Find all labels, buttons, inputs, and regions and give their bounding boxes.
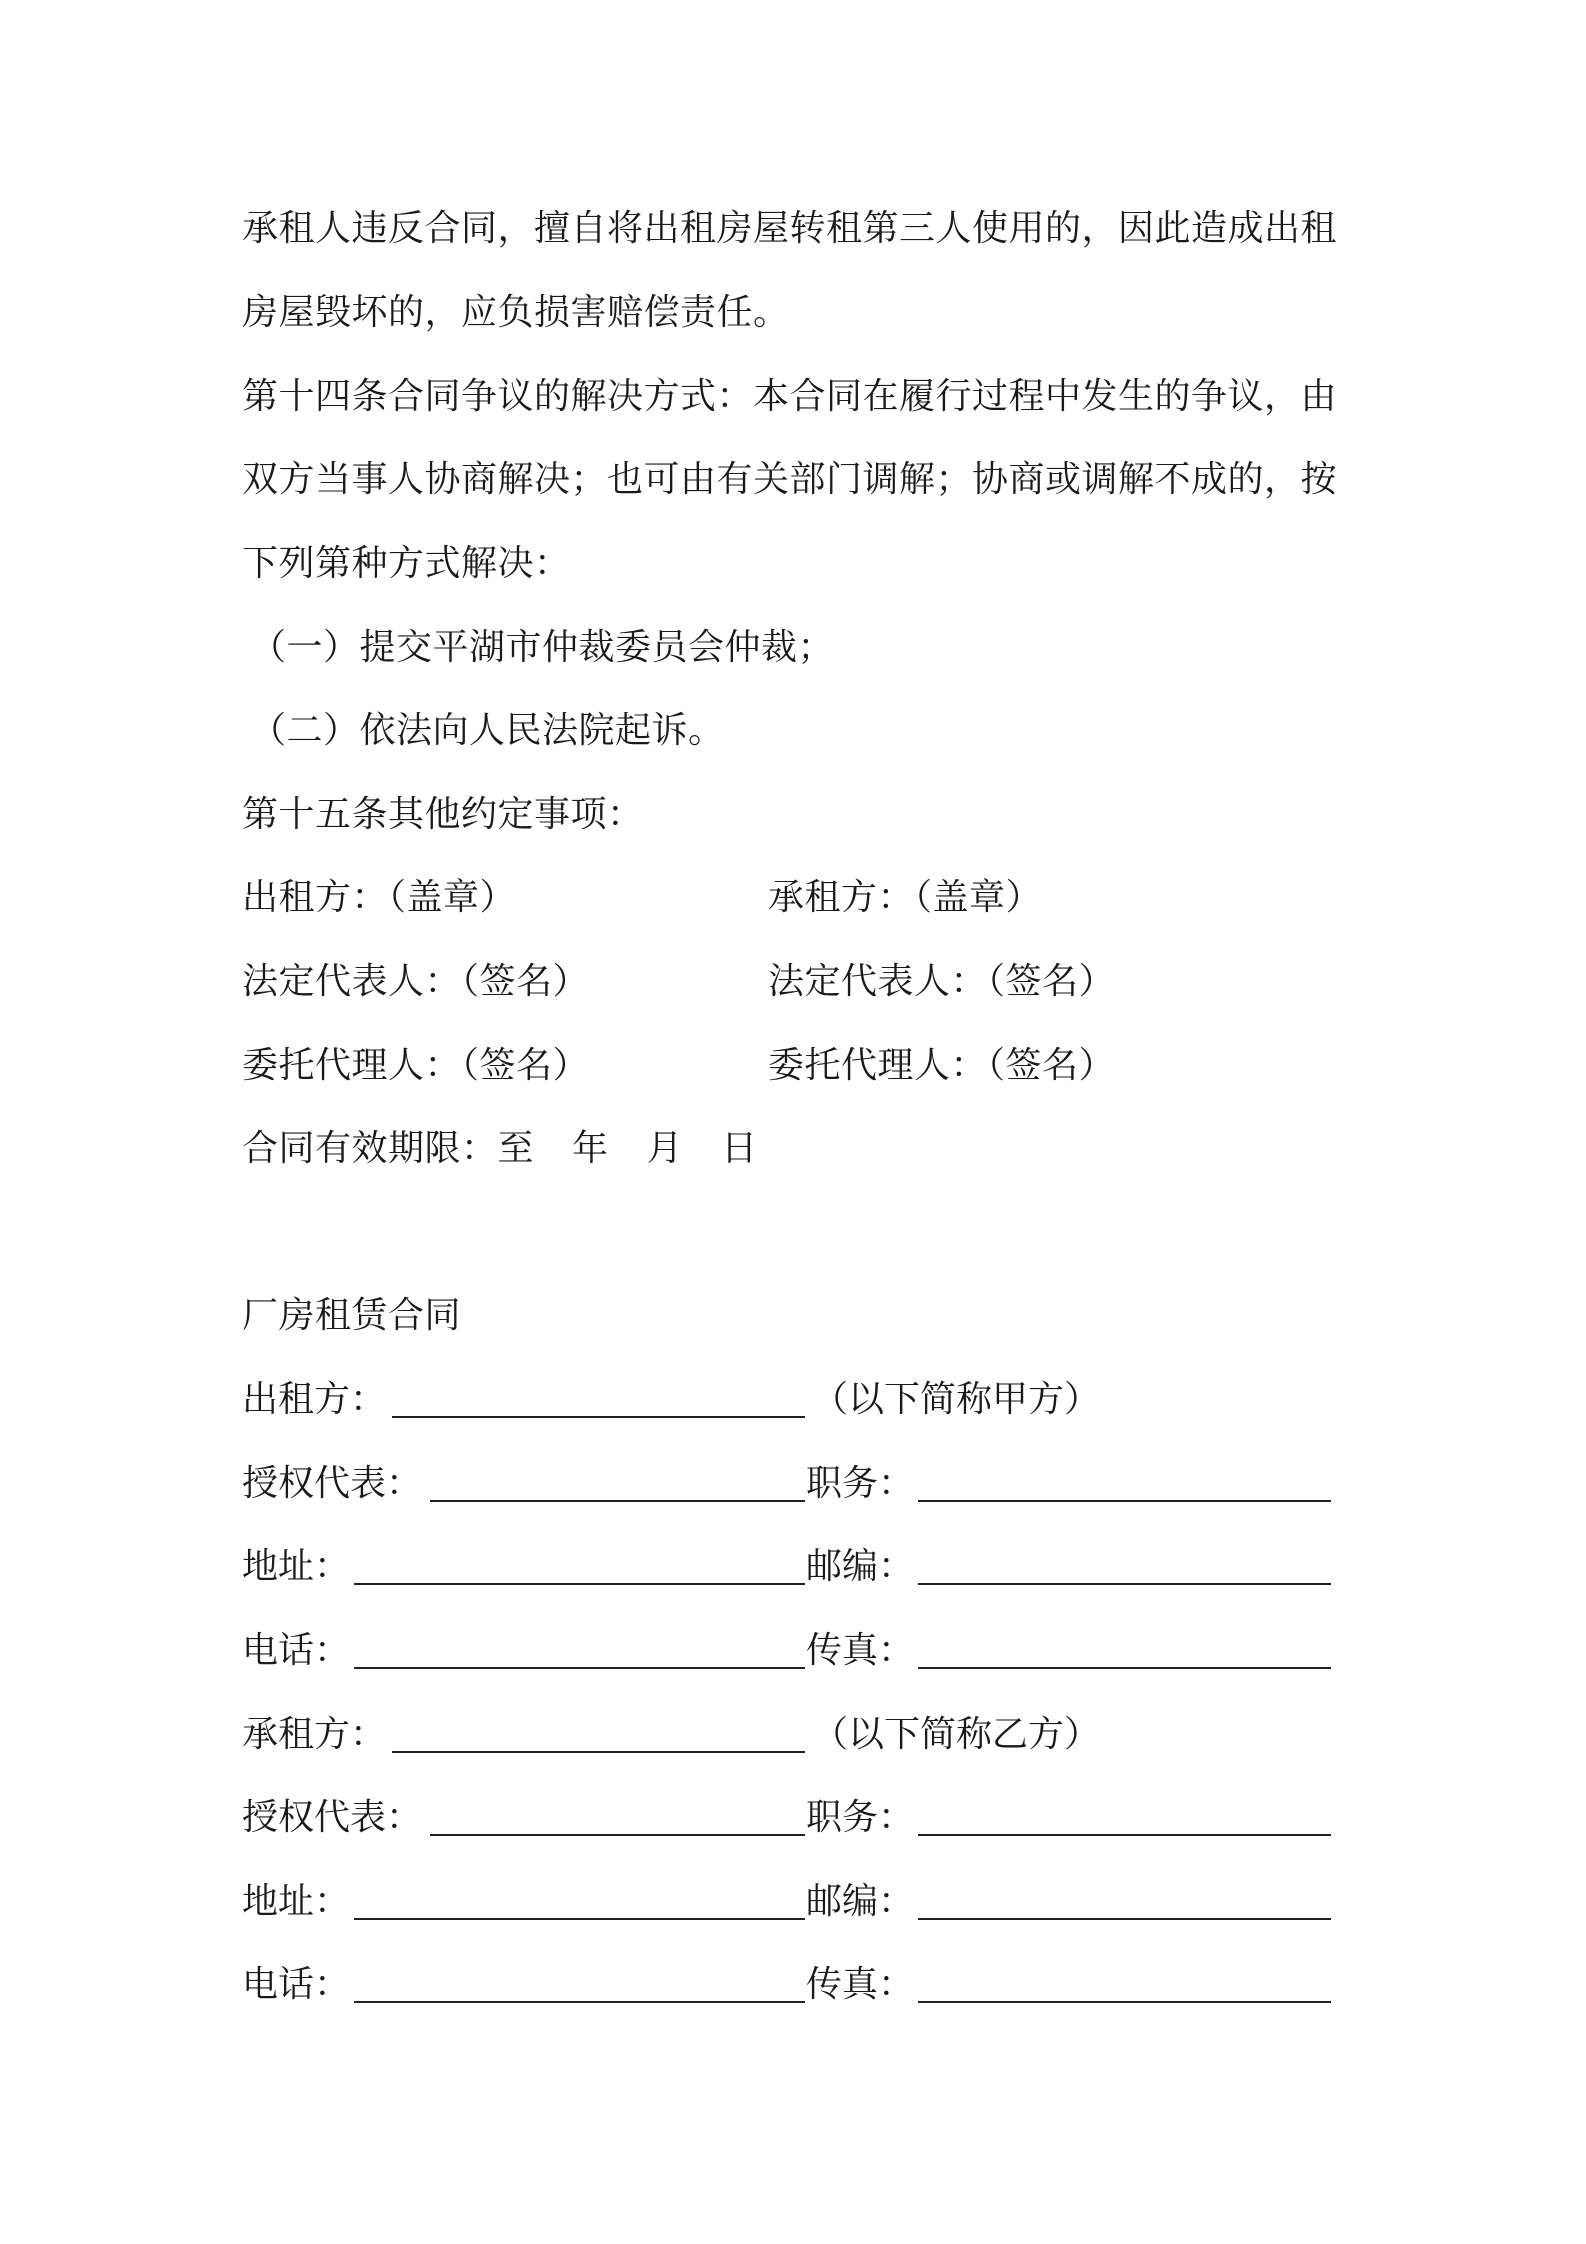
party-a-suffix: （以下简称甲方） [812, 1379, 1101, 1420]
party-a-title-label: 职务： [806, 1463, 915, 1504]
clause14-line1: 第十四条合同争议的解决方式：本合同在履行过程中发生的争议，由 [242, 376, 1338, 417]
lessor-seal: 出租方：（盖章） [242, 877, 517, 918]
party-a-address-label: 地址： [242, 1546, 351, 1587]
party-b-phone-field[interactable] [354, 2001, 805, 2003]
clause13-line2: 房屋毁坏的，应负损害赔偿责任。 [242, 292, 790, 333]
party-b-title-field[interactable] [918, 1834, 1331, 1836]
party-b-fax-field[interactable] [918, 2001, 1331, 2003]
validity-to: 至 [497, 1128, 535, 1169]
party-b-phone-label: 电话： [242, 1964, 351, 2005]
party-b-label: 承租方： [242, 1714, 387, 1755]
clause14-line2: 双方当事人协商解决；也可由有关部门调解；协商或调解不成的，按 [242, 459, 1338, 500]
contract2-title: 厂房租赁合同 [242, 1295, 462, 1336]
clause14-line3: 下列第种方式解决： [242, 543, 571, 584]
validity-day: 日 [721, 1128, 758, 1169]
party-a-rep-field[interactable] [430, 1500, 805, 1502]
party-a-name-field[interactable] [392, 1416, 805, 1418]
validity-month: 月 [646, 1128, 684, 1169]
party-a-postcode-label: 邮编： [806, 1546, 915, 1587]
party-a-title-field[interactable] [918, 1500, 1331, 1502]
party-a-rep-label: 授权代表： [242, 1463, 423, 1504]
clause15-heading: 第十五条其他约定事项： [242, 794, 644, 835]
lessee-seal: 承租方：（盖章） [768, 877, 1043, 918]
party-b-rep-field[interactable] [430, 1834, 805, 1836]
lessee-agent: 委托代理人：（签名） [768, 1045, 1116, 1086]
party-b-title-label: 职务： [806, 1797, 915, 1838]
party-b-name-field[interactable] [392, 1751, 805, 1753]
validity-year: 年 [572, 1128, 609, 1169]
party-b-rep-label: 授权代表： [242, 1797, 423, 1838]
lessor-agent: 委托代理人：（签名） [242, 1045, 590, 1086]
party-a-phone-field[interactable] [354, 1667, 805, 1669]
clause14-option2: （二）依法向人民法院起诉。 [250, 710, 725, 751]
party-a-fax-field[interactable] [918, 1667, 1331, 1669]
party-b-fax-label: 传真： [806, 1964, 915, 2005]
clause13-line1: 承租人违反合同，擅自将出租房屋转租第三人使用的，因此造成出租 [242, 208, 1338, 249]
validity-label: 合同有效期限： [242, 1128, 498, 1169]
party-b-postcode-field[interactable] [918, 1918, 1331, 1920]
party-b-suffix: （以下简称乙方） [812, 1714, 1101, 1755]
party-a-postcode-field[interactable] [918, 1583, 1331, 1585]
party-a-label: 出租方： [242, 1379, 387, 1420]
party-a-phone-label: 电话： [242, 1630, 351, 1671]
party-a-fax-label: 传真： [806, 1630, 915, 1671]
party-a-address-field[interactable] [354, 1583, 805, 1585]
lessor-legal-rep: 法定代表人：（签名） [242, 961, 590, 1002]
clause14-option1: （一）提交平湖市仲裁委员会仲裁； [250, 627, 835, 668]
validity-line [242, 1125, 758, 1173]
party-b-address-field[interactable] [354, 1918, 805, 1920]
party-b-address-label: 地址： [242, 1881, 351, 1922]
lessee-legal-rep: 法定代表人：（签名） [768, 961, 1116, 1002]
party-b-postcode-label: 邮编： [806, 1881, 915, 1922]
